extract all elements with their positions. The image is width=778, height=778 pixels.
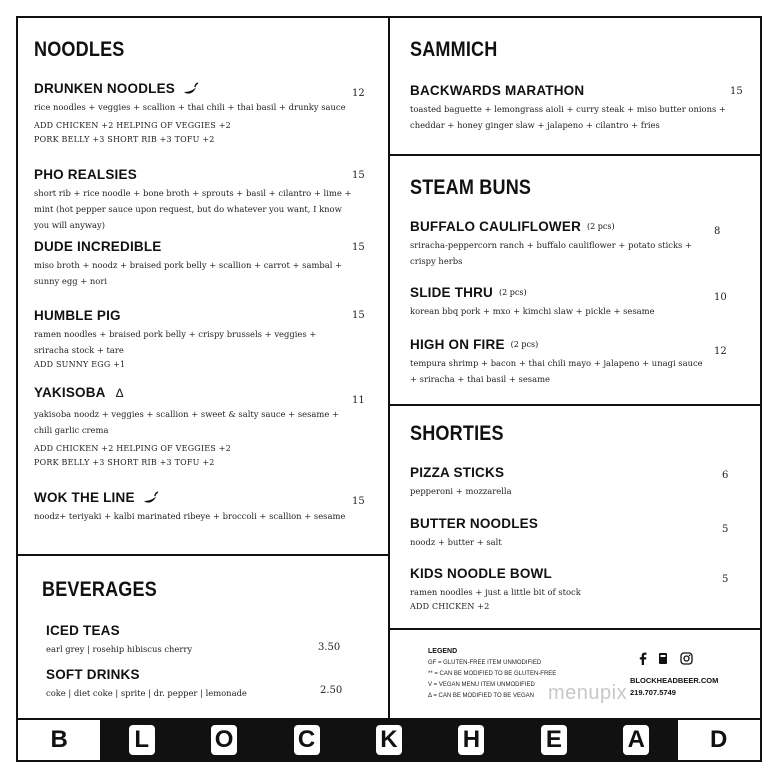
item-price: 5 [722, 524, 729, 535]
item-price: 15 [730, 86, 743, 97]
menu-item-yakisoba [34, 382, 354, 470]
beverages-panel [16, 554, 390, 720]
item-addon: ADD CHICKEN +2 [410, 602, 490, 611]
legend-line: Δ = CAN BE MODIFIED TO BE VEGAN [428, 693, 534, 699]
menu-item-backwards-marathon [410, 80, 730, 133]
item-name: PIZZA STICKS [410, 465, 505, 480]
item-description: korean bbq pork + mxo + kimchi slaw + pickle + sesame [410, 306, 655, 316]
menu-item-wok-the-line [34, 487, 354, 524]
shorties-panel [388, 404, 762, 630]
item-description: toasted baguette + lemongrass aioli + curry steak + miso butter onions + cheddar + honey ginger slaw + jalapeno + cilantro + fries [410, 104, 726, 130]
watermark: menupix [548, 682, 628, 704]
website-link[interactable]: BLOCKHEADBEER.COM [630, 676, 719, 685]
item-name: ICED TEAS [46, 623, 120, 638]
legend-line: GF = GLUTEN-FREE ITEM UNMODIFIED [428, 660, 542, 666]
menu-item-high-on-fire [410, 334, 710, 387]
item-price: 15 [352, 496, 365, 507]
item-description: ramen noodles + braised pork belly + crispy brussels + veggies + sriracha stock + tare [34, 329, 317, 355]
brand-letter-l: L [100, 720, 182, 760]
delta-icon: Δ [115, 385, 124, 400]
item-price: 2.50 [320, 685, 343, 696]
menu-item-drunken-noodles [34, 78, 354, 147]
item-name: BUTTER NOODLES [410, 516, 539, 531]
brand-letter-c: C [265, 720, 347, 760]
menu-item-iced-teas [46, 620, 306, 657]
item-addon: ADD SUNNY EGG +1 [34, 360, 126, 369]
item-qualifier: (2 pcs) [499, 288, 527, 297]
item-description: short rib + rice noodle + bone broth + sprouts + basil + cilantro + lime + mint (hot pepper sauce upon request, but do whatever you want, I know you will anyway) [34, 188, 352, 230]
item-name: YAKISOBA [34, 385, 106, 400]
item-price: 8 [714, 226, 721, 237]
item-qualifier: (2 pcs) [587, 222, 615, 231]
instagram-icon[interactable] [680, 652, 693, 665]
brand-letter-a: A [595, 720, 677, 760]
item-description: noodz + butter + salt [410, 537, 502, 547]
item-name: HIGH ON FIRE [410, 337, 505, 352]
legend-line: V = VEGAN MENU ITEM UNMODIFIED [428, 682, 535, 688]
noodles-title: NOODLES [34, 38, 125, 61]
sammich-title: SAMMICH [410, 38, 498, 61]
brand-letter-k: K [348, 720, 430, 760]
blockhead-brand-bar [16, 718, 762, 762]
item-price: 12 [352, 88, 365, 99]
item-price: 15 [352, 242, 365, 253]
menu-item-buffalo-cauliflower [410, 216, 710, 269]
item-name: BACKWARDS MARATHON [410, 83, 585, 98]
item-description: ramen noodles + just a little bit of stock [410, 587, 581, 597]
item-description: sriracha-peppercorn ranch + buffalo cauliflower + potato sticks + crispy herbs [410, 240, 693, 266]
steam-buns-title: STEAM BUNS [410, 176, 532, 199]
item-description: miso broth + noodz + braised pork belly + scallion + carrot + sambal + sunny egg + nori [34, 260, 343, 286]
legend-panel [388, 628, 762, 720]
menu-item-dude-incredible [34, 236, 354, 289]
phone-number: 219.707.5749 [630, 688, 676, 697]
menu-item-butter-noodles [410, 513, 710, 550]
legend-line: ** = CAN BE MODIFIED TO BE GLUTEN-FREE [428, 671, 557, 677]
item-name: KIDS NOODLE BOWL [410, 566, 552, 581]
untappd-icon[interactable] [658, 652, 668, 665]
item-name: HUMBLE PIG [34, 308, 121, 323]
chili-pepper-icon [141, 491, 159, 505]
item-name: SOFT DRINKS [46, 667, 140, 682]
item-addon: ADD CHICKEN +2 HELPING OF VEGGIES +2 [34, 444, 231, 453]
item-price: 11 [352, 395, 365, 406]
shorties-title: SHORTIES [410, 422, 504, 445]
menu-item-slide-thru [410, 282, 710, 319]
brand-letter-o: O [183, 720, 265, 760]
menu-item-kids-noodle-bowl [410, 563, 710, 614]
item-addon: ADD CHICKEN +2 HELPING OF VEGGIES +2 [34, 121, 231, 130]
item-price: 10 [714, 292, 727, 303]
item-description: rice noodles + veggies + scallion + thai chili + thai basil + drunky sauce [34, 102, 346, 112]
sammich-panel [388, 16, 762, 156]
item-price: 12 [714, 346, 727, 357]
item-addon: PORK BELLY +3 SHORT RIB +3 TOFU +2 [34, 135, 215, 144]
item-description: noodz+ teriyaki + kalbi marinated ribeye + broccoli + scallion + sesame [34, 511, 346, 521]
brand-letter-d: D [678, 720, 760, 760]
brand-letter-e: E [513, 720, 595, 760]
beverages-title: BEVERAGES [42, 578, 157, 601]
facebook-icon[interactable] [638, 652, 648, 665]
menu-item-pho-realsies [34, 164, 354, 233]
item-qualifier: (2 pcs) [510, 340, 539, 349]
item-price: 15 [352, 170, 365, 181]
item-name: DRUNKEN NOODLES [34, 81, 176, 96]
item-addon: PORK BELLY +3 SHORT RIB +3 TOFU +2 [34, 458, 215, 467]
item-name: BUFFALO CAULIFLOWER [410, 219, 582, 234]
item-price: 5 [722, 574, 729, 585]
item-name: SLIDE THRU [410, 285, 493, 300]
item-price: 15 [352, 310, 365, 321]
chili-pepper-icon [181, 82, 199, 96]
item-description: yakisoba noodz + veggies + scallion + sweet & salty sauce + sesame + chili garlic crema [34, 409, 339, 435]
item-description: coke | diet coke | sprite | dr. pepper | lemonade [46, 688, 247, 698]
menu-item-soft-drinks [46, 664, 346, 701]
item-description: earl grey | rosehip hibiscus cherry [46, 644, 193, 654]
legend-title: LEGEND [428, 648, 458, 655]
brand-letter-b: B [18, 720, 100, 760]
noodles-panel [16, 16, 390, 556]
item-name: WOK THE LINE [34, 490, 135, 505]
item-price: 6 [722, 470, 729, 481]
item-description: pepperoni + mozzarella [410, 486, 512, 496]
menu-item-humble-pig [34, 305, 354, 372]
steam-buns-panel [388, 154, 762, 406]
item-price: 3.50 [318, 642, 341, 653]
brand-letter-h: H [430, 720, 512, 760]
item-name: DUDE INCREDIBLE [34, 239, 162, 254]
item-description: tempura shrimp + bacon + thai chili mayo + jalapeno + unagi sauce + sriracha + thai basil + sesame [410, 358, 703, 384]
menu-item-pizza-sticks [410, 462, 710, 499]
item-name: PHO REALSIES [34, 167, 137, 182]
